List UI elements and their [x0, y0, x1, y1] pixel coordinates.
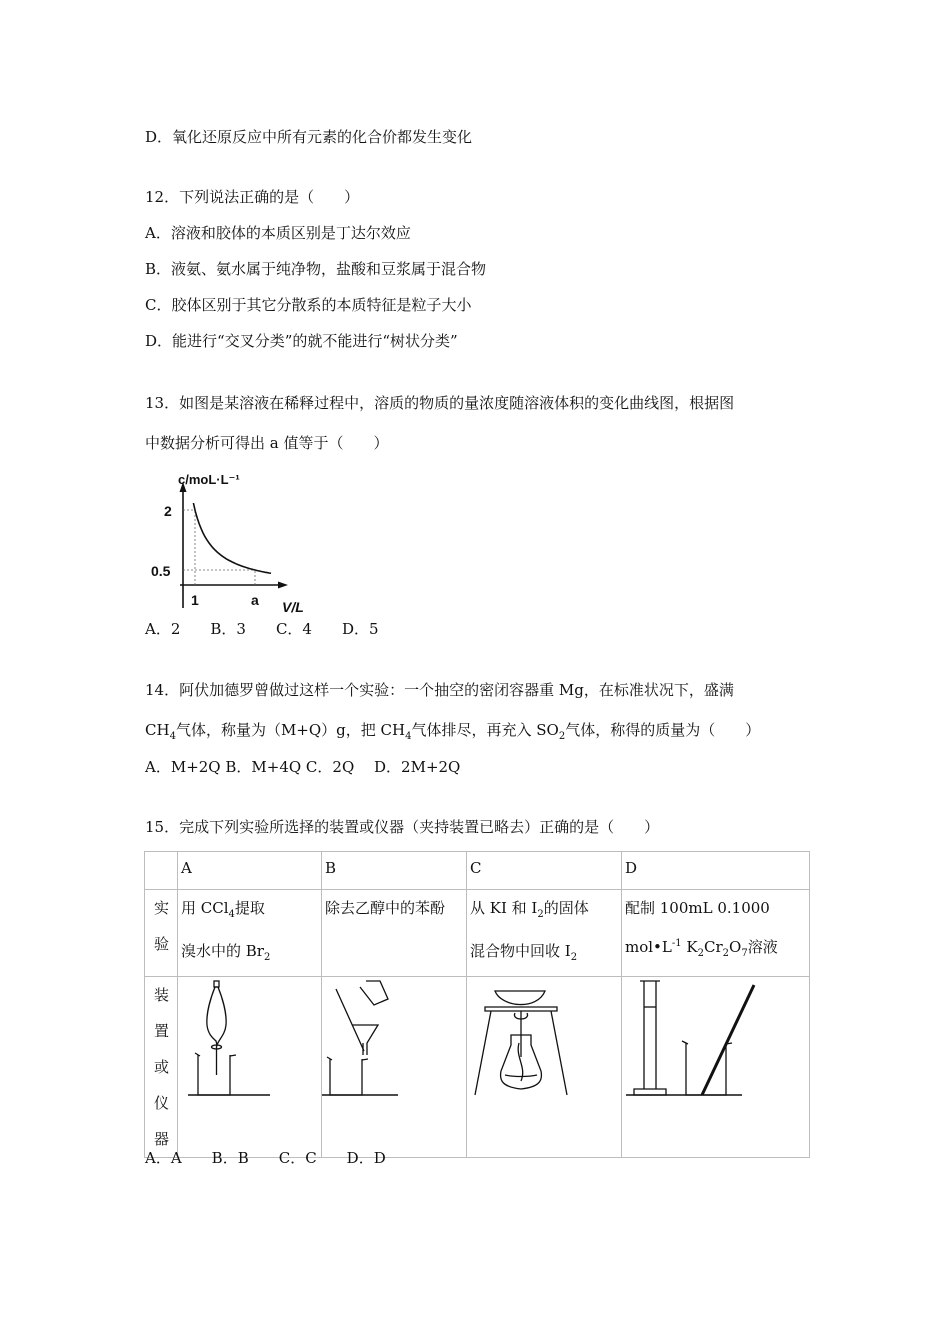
- q15-exp-c-line2: 混合物中回收 $I_2$: [470, 942, 578, 963]
- q15-apparatus-row: [145, 977, 810, 1158]
- q15-apparatus-c: [467, 977, 622, 1158]
- label-char: 仪: [153, 1094, 169, 1112]
- q14-line2-part: 气体排尽，再充入 SO: [411, 721, 559, 739]
- q12-stem: 12．下列说法正确的是（ ）: [145, 188, 360, 206]
- q15-row-label-experiment: [145, 890, 178, 977]
- q11-option-d: D．氧化还原反应中所有元素的化合价都发生变化: [145, 128, 473, 146]
- q15-header-row: [145, 852, 810, 890]
- q15-exp-a-line2: 溴水中的 $Br_2$: [181, 942, 271, 963]
- q15-exp-c: [467, 890, 622, 977]
- q14-sub: 4: [169, 731, 176, 742]
- label-char: 或: [153, 1058, 169, 1076]
- q12-option-a: A．溶液和胶体的本质区别是丁达尔效应: [145, 224, 411, 242]
- q15-experiment-row: [145, 890, 810, 977]
- q13-stem-line2: 中数据分析可得出 a 值等于（ ）: [145, 434, 389, 452]
- q14-options: A．M+2Q B．M+4Q C．2Q D．2M+2Q: [145, 758, 461, 776]
- filtration-funnel-icon: [322, 977, 461, 1107]
- separatory-funnel-icon: [178, 977, 316, 1107]
- q14-line2: [145, 720, 760, 747]
- q12-option-c: C．胶体区别于其它分散系的本质特征是粒子大小: [145, 296, 472, 314]
- q12-option-d: D．能进行“交叉分类”的就不能进行“树状分类”: [145, 332, 458, 350]
- q14-line1: 14．阿伏加德罗曾做过这样一个实验：一个抽空的密闭容器重 Mg，在标准状况下，盛满: [145, 681, 734, 699]
- concentration-volume-graph: [150, 470, 320, 615]
- q14-sub: 4: [405, 731, 412, 742]
- y-axis-label: c/moL·L⁻¹: [178, 472, 240, 487]
- q15-exp-d-line2: $mol•L^{-1}$ $K_2Cr_2O_7$溶液: [625, 938, 778, 959]
- q14-line2-part: CH: [145, 721, 170, 739]
- q15-stem: 15．完成下列实验所选择的装置或仪器（夹持装置已略去）正确的是（ ）: [145, 818, 660, 836]
- q15-apparatus-b: [322, 977, 467, 1158]
- q15-apparatus-a: [178, 977, 322, 1158]
- q14-line2-part: 气体，称得的质量为（ ）: [565, 721, 761, 739]
- q15-exp-a: [178, 890, 322, 977]
- q14-sub: 2: [558, 731, 566, 742]
- x-axis-arrow: [278, 582, 288, 589]
- q15-header-a: A: [178, 852, 322, 890]
- graduated-cylinder-beaker-icon: [622, 977, 804, 1107]
- q13-stem-line1: 13．如图是某溶液在稀释过程中，溶质的物质的量浓度随溶液体积的变化曲线图，根据图: [145, 394, 735, 412]
- q15-header-blank: [145, 852, 178, 890]
- q15-header-d: D: [622, 852, 810, 890]
- q15-row-label-apparatus: [145, 977, 178, 1158]
- x-tick-a: a: [251, 592, 259, 608]
- q15-table: [144, 851, 810, 1158]
- q15-exp-a-line1: 用 CCl$_4$提取: [181, 899, 265, 920]
- q15-header-c: C: [467, 852, 622, 890]
- label-char: 器: [153, 1130, 169, 1148]
- q15-exp-b: [322, 890, 467, 977]
- q15-exp-d: [622, 890, 810, 977]
- label-char: 装: [153, 986, 169, 1004]
- q15-options: A．A B．B C．C D．D: [145, 1149, 386, 1167]
- y-tick-0-5: 0.5: [151, 563, 171, 579]
- q15-exp-c-line1: 从 KI 和 $I_2$的固体: [470, 899, 589, 920]
- label-char: 验: [153, 935, 169, 953]
- q15-exp-b-line1: 除去乙醇中的苯酚: [325, 899, 446, 917]
- evaporating-dish-burner-icon: [467, 977, 616, 1107]
- y-tick-2: 2: [164, 503, 172, 519]
- q15-exp-d-line1: 配制 100mL 0.1000: [625, 899, 770, 917]
- q12-option-b: B．液氨、氨水属于纯净物，盐酸和豆浆属于混合物: [145, 260, 487, 278]
- q14-line2-part: 气体，称量为（M+Q）g，把 CH: [175, 721, 406, 739]
- q15-apparatus-d: [622, 977, 810, 1158]
- label-char: 实: [153, 899, 169, 917]
- q13-options: A．2 B．3 C．4 D．5: [145, 620, 379, 638]
- x-axis-label: V/L: [282, 599, 304, 615]
- label-char: 置: [153, 1022, 169, 1040]
- q15-header-b: B: [322, 852, 467, 890]
- x-tick-1: 1: [191, 592, 199, 608]
- dilution-curve: [193, 503, 271, 573]
